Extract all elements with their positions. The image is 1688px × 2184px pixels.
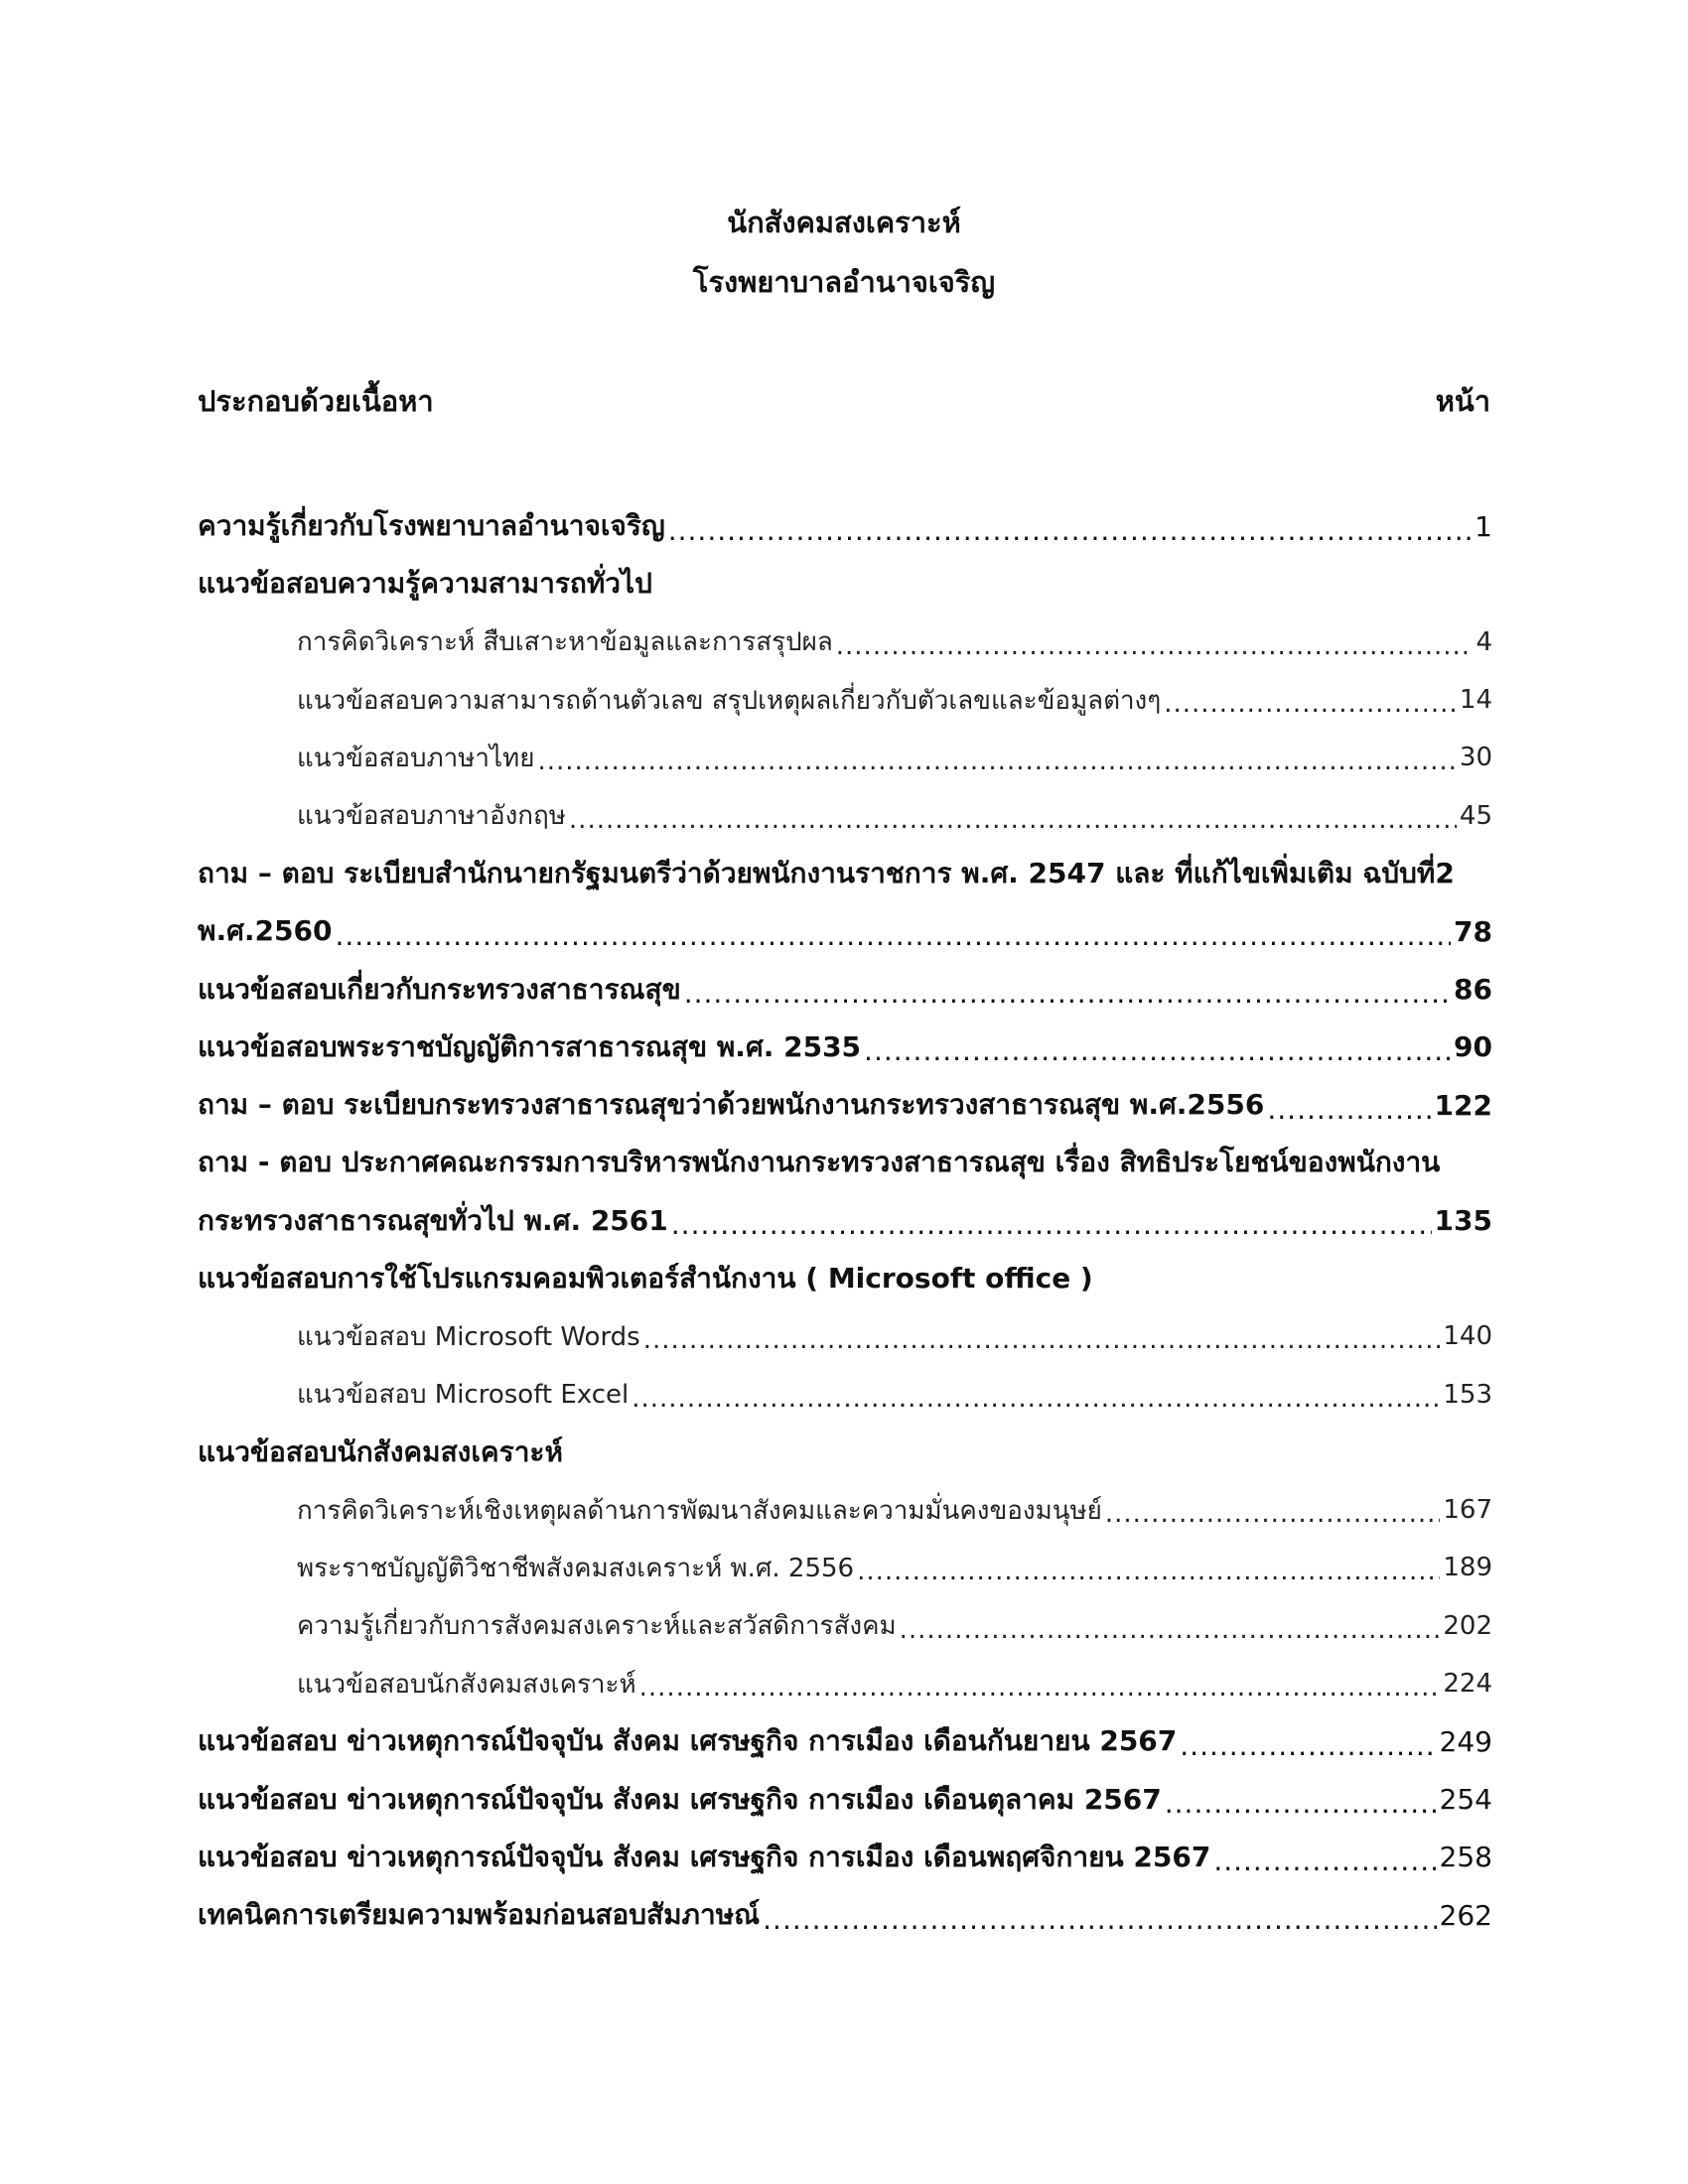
dot-leader bbox=[671, 1208, 1432, 1241]
dot-leader bbox=[639, 1673, 1441, 1703]
document-title-line-2: โรงพยาบาลอำนาจเจริญ bbox=[692, 265, 996, 299]
toc-entry-page: 202 bbox=[1443, 1610, 1492, 1641]
toc-entry bbox=[198, 786, 1492, 844]
toc-entry-label: แนวข้อสอบความรู้ความสามารถทั่วไป bbox=[198, 567, 652, 601]
toc-entry-label: แนวข้อสอบการใช้โปรแกรมคอมพิวเตอร์สำนักงาน ( Microsoft office ) bbox=[198, 1262, 1093, 1295]
toc-entry-label: แนวข้อสอบ Microsoft Excel bbox=[297, 1380, 630, 1411]
toc-entry bbox=[198, 1771, 1492, 1829]
dot-leader bbox=[1105, 1499, 1441, 1529]
toc-entry bbox=[198, 614, 1492, 671]
dot-leader bbox=[857, 1557, 1440, 1586]
toc-entry-label: พระราชบัญญัติวิชาชีพสังคมสงเคราะห์ พ.ศ. 2556 bbox=[297, 1553, 855, 1583]
toc-entry-page: 262 bbox=[1439, 1898, 1492, 1932]
toc-entry bbox=[198, 1886, 1492, 1944]
toc-entry-label: ความรู้เกี่ยวกับโรงพยาบาลอำนาจเจริญ bbox=[198, 509, 665, 543]
toc-header bbox=[198, 381, 1490, 421]
document-title-line-1: นักสังคมสงเคราะห์ bbox=[727, 205, 961, 239]
dot-leader bbox=[1164, 689, 1457, 719]
toc-entry-page: 30 bbox=[1459, 743, 1492, 773]
toc-entry bbox=[198, 1829, 1492, 1886]
toc-entry bbox=[198, 1365, 1492, 1423]
toc-entry-first-line bbox=[198, 845, 1492, 902]
toc-entry-label: แนวข้อสอบนักสังคมสงเคราะห์ bbox=[198, 1434, 563, 1468]
toc-entry-page: 135 bbox=[1434, 1204, 1492, 1238]
toc-entry-label: ความรู้เกี่ยวกับการสังคมสงเคราะห์และสวัสดิการสังคม bbox=[297, 1611, 897, 1642]
toc-section-heading bbox=[198, 1424, 1492, 1481]
toc-entry-label: การคิดวิเคราะห์ สืบเสาะหาข้อมูลและการสรุปผล bbox=[297, 627, 833, 658]
toc-entry-label: แนวข้อสอบพระราชบัญญัติการสาธารณสุข พ.ศ. 2535 bbox=[198, 1029, 862, 1063]
toc-entry bbox=[198, 1539, 1492, 1596]
toc-entry-page: 189 bbox=[1443, 1553, 1492, 1583]
toc-entry-label: ถาม – ตอบ ระเบียบกระทรวงสาธารณสุขว่าด้วยพนักงานกระทรวงสาธารณสุข พ.ศ.2556 bbox=[198, 1088, 1265, 1122]
toc-entry bbox=[198, 1192, 1492, 1250]
toc-entry-page: 14 bbox=[1459, 685, 1492, 716]
dot-leader bbox=[1213, 1844, 1436, 1877]
dot-leader bbox=[900, 1615, 1441, 1645]
toc-entry-label: แนวข้อสอบภาษาอังกฤษ bbox=[297, 801, 566, 832]
toc-entry-page: 167 bbox=[1443, 1495, 1492, 1526]
toc-entry-page: 249 bbox=[1439, 1724, 1492, 1758]
toc-entry-label: แนวข้อสอบภาษาไทย bbox=[297, 743, 535, 773]
toc-entry-first-line bbox=[198, 1134, 1492, 1191]
toc-entry-label: แนวข้อสอบความสามารถด้านตัวเลข สรุปเหตุผลเกี่ยวกับตัวเลขและข้อมูลต่างๆ bbox=[297, 685, 1162, 716]
toc-entry bbox=[198, 1076, 1492, 1134]
toc-entry-page: 90 bbox=[1454, 1030, 1492, 1064]
toc-entry bbox=[198, 1655, 1492, 1712]
dot-leader bbox=[1165, 1787, 1437, 1820]
dot-leader bbox=[1267, 1093, 1431, 1126]
toc-entry-label: แนวข้อสอบ ข่าวเหตุการณ์ปัจจุบัน สังคม เศรษฐกิจ การเมือง เดือนตุลาคม 2567 bbox=[198, 1782, 1162, 1816]
toc-entry-label: แนวข้อสอบ Microsoft Words bbox=[297, 1321, 640, 1352]
toc-entry bbox=[198, 1481, 1492, 1539]
toc-entry bbox=[198, 1307, 1492, 1365]
toc-entry-page: 122 bbox=[1434, 1088, 1492, 1122]
toc-entry-page: 153 bbox=[1443, 1379, 1492, 1410]
dot-leader bbox=[335, 919, 1451, 952]
dot-leader bbox=[836, 631, 1474, 661]
toc-entry bbox=[198, 1019, 1492, 1076]
dot-leader bbox=[864, 1034, 1451, 1067]
toc-entry-label: แนวข้อสอบ ข่าวเหตุการณ์ปัจจุบัน สังคม เศรษฐกิจ การเมือง เดือนพฤศจิกายน 2567 bbox=[198, 1840, 1211, 1873]
dot-leader bbox=[643, 1325, 1441, 1355]
toc-entry-label: แนวข้อสอบ ข่าวเหตุการณ์ปัจจุบัน สังคม เศรษฐกิจ การเมือง เดือนกันยายน 2567 bbox=[198, 1724, 1178, 1758]
toc-entry-page: 45 bbox=[1459, 800, 1492, 831]
dot-leader bbox=[1180, 1729, 1436, 1762]
dot-leader bbox=[684, 977, 1451, 1010]
toc-entry bbox=[198, 960, 1492, 1018]
toc-entry-label: การคิดวิเคราะห์เชิงเหตุผลด้านการพัฒนาสังคมและความมั่นคงของมนุษย์ bbox=[297, 1495, 1102, 1526]
toc-entry-label: แนวข้อสอบนักสังคมสงเคราะห์ bbox=[297, 1669, 636, 1700]
toc-entry-label: ถาม – ตอบ ระเบียบสำนักนายกรัฐมนตรีว่าด้วยพนักงานราชการ พ.ศ. 2547 และ ที่แก้ไขเพิ่มเติม ฉบับที่2 bbox=[198, 856, 1455, 889]
dot-leader bbox=[632, 1384, 1440, 1414]
contents-label: ประกอบด้วยเนื้อหา bbox=[198, 384, 434, 418]
toc-entry-page: 4 bbox=[1476, 626, 1492, 657]
toc-entry-page: 86 bbox=[1454, 973, 1492, 1007]
toc-entry-label: เทคนิคการเตรียมความพร้อมก่อนสอบสัมภาษณ์ bbox=[198, 1898, 761, 1932]
dot-leader bbox=[537, 747, 1456, 776]
toc-entry bbox=[198, 1712, 1492, 1770]
dot-leader bbox=[763, 1903, 1436, 1936]
toc-entry bbox=[198, 729, 1492, 786]
toc-entry bbox=[198, 497, 1492, 555]
toc-entry-label: ถาม - ตอบ ประกาศคณะกรรมการบริหารพนักงานกระทรวงสาธารณสุข เรื่อง สิทธิประโยชน์ของพนักงาน bbox=[198, 1146, 1441, 1179]
toc-entry-label: พ.ศ.2560 bbox=[198, 914, 333, 948]
toc-entry-page: 140 bbox=[1443, 1321, 1492, 1352]
toc-entries bbox=[198, 497, 1492, 1944]
toc-entry-page: 78 bbox=[1454, 914, 1492, 948]
toc-entry bbox=[198, 671, 1492, 729]
toc-entry-label: แนวข้อสอบเกี่ยวกับกระทรวงสาธารณสุข bbox=[198, 972, 681, 1006]
dot-leader bbox=[569, 805, 1457, 835]
dot-leader bbox=[668, 514, 1472, 547]
toc-entry-label: กระทรวงสาธารณสุขทั่วไป พ.ศ. 2561 bbox=[198, 1203, 668, 1237]
toc-section-heading bbox=[198, 1250, 1492, 1307]
toc-entry-page: 1 bbox=[1475, 509, 1492, 543]
toc-entry-page: 258 bbox=[1439, 1841, 1492, 1874]
toc-entry bbox=[198, 1597, 1492, 1655]
toc-entry-page: 224 bbox=[1443, 1669, 1492, 1700]
toc-section-heading bbox=[198, 555, 1492, 613]
page-column-label: หน้า bbox=[1435, 384, 1490, 418]
toc-entry bbox=[198, 902, 1492, 960]
toc-entry-page: 254 bbox=[1439, 1783, 1492, 1817]
